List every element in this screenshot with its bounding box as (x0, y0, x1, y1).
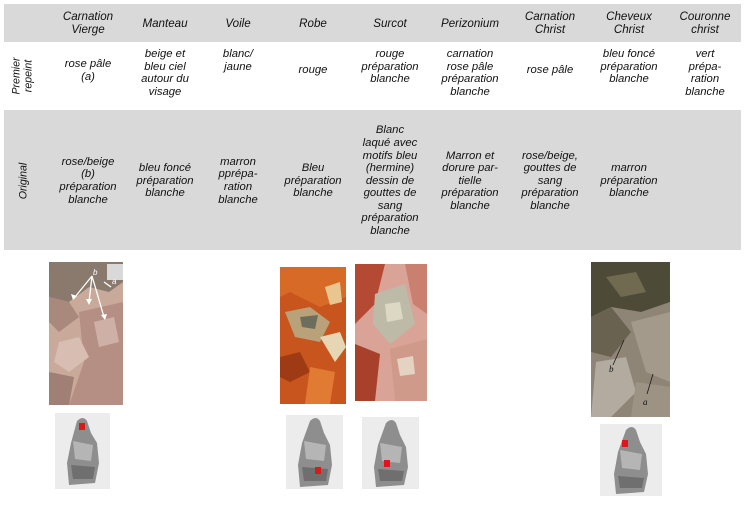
vierge-annotation-a: a (112, 277, 117, 286)
cell-premier-couronne-christ: vert prépa- ration blanche (685, 48, 725, 98)
statue-thumbnail-cheveux (600, 424, 662, 496)
cell-original-robe: Bleu préparation blanche (284, 162, 342, 200)
statue-thumbnail-vierge (55, 413, 110, 489)
sample-location-marker (79, 423, 85, 430)
cell-premier-voile: blanc/ jaune (222, 48, 254, 73)
header-carnation-vierge: Carnation Vierge (62, 10, 114, 36)
cell-original-perizonium: Marron et dorure par- tielle préparation blanche (441, 149, 499, 212)
statue-thumbnail-surcot (362, 417, 419, 489)
cell-original-cheveux-christ: marron préparation blanche (600, 162, 658, 200)
vierge-annotation-b: b (93, 268, 98, 277)
cheveux-christ-sample-photo (591, 262, 670, 417)
header-couronne-christ: Couronne christ (679, 10, 731, 36)
cheveux-annotation-b: b (609, 364, 614, 374)
cell-original-manteau: bleu foncé préparation blanche (136, 162, 194, 200)
cell-original-carnation-vierge: rose/beige (b) préparation blanche (59, 155, 117, 206)
header-perizonium: Perizonium (441, 16, 499, 30)
row-label-premier-repeint: Premier repeint (11, 57, 35, 95)
row-label-original: Original (17, 162, 30, 200)
cell-original-voile: marron pprépa- ration blanche (218, 155, 258, 206)
header-manteau: Manteau (142, 16, 188, 30)
carnation-vierge-sample-photo (49, 262, 123, 405)
cell-original-couronne-christ (670, 112, 740, 250)
cell-premier-carnation-vierge: rose pâle (a) (64, 58, 112, 83)
robe-sample-photo (280, 267, 346, 404)
cell-premier-carnation-christ: rose pâle (526, 64, 574, 76)
cell-premier-perizonium: carnation rose pâle préparation blanche (441, 48, 499, 98)
header-surcot: Surcot (373, 16, 407, 30)
sample-location-marker (384, 460, 390, 467)
cell-premier-cheveux-christ: bleu foncé préparation blanche (600, 48, 658, 86)
cheveux-annotation-a: a (643, 397, 648, 407)
header-voile: Voile (225, 16, 251, 30)
cell-premier-surcot: rouge préparation blanche (361, 48, 419, 86)
cell-original-carnation-christ: rose/beige, gouttes de sang préparation blanche (521, 149, 579, 212)
statue-thumbnail-robe (286, 415, 343, 489)
surcot-sample-photo (355, 264, 427, 401)
header-carnation-christ: Carnation Christ (524, 10, 576, 36)
sample-location-marker (622, 440, 628, 447)
sample-location-marker (315, 467, 321, 474)
cell-premier-manteau: beige et bleu ciel autour du visage (141, 48, 189, 98)
header-robe: Robe (299, 16, 327, 30)
header-cheveux-christ: Cheveux Christ (606, 10, 652, 36)
cell-premier-robe: rouge (298, 64, 328, 76)
cell-original-surcot: Blanc laqué avec motifs bleu (hermine) dessin de gouttes de sang préparation blanche (361, 124, 419, 238)
